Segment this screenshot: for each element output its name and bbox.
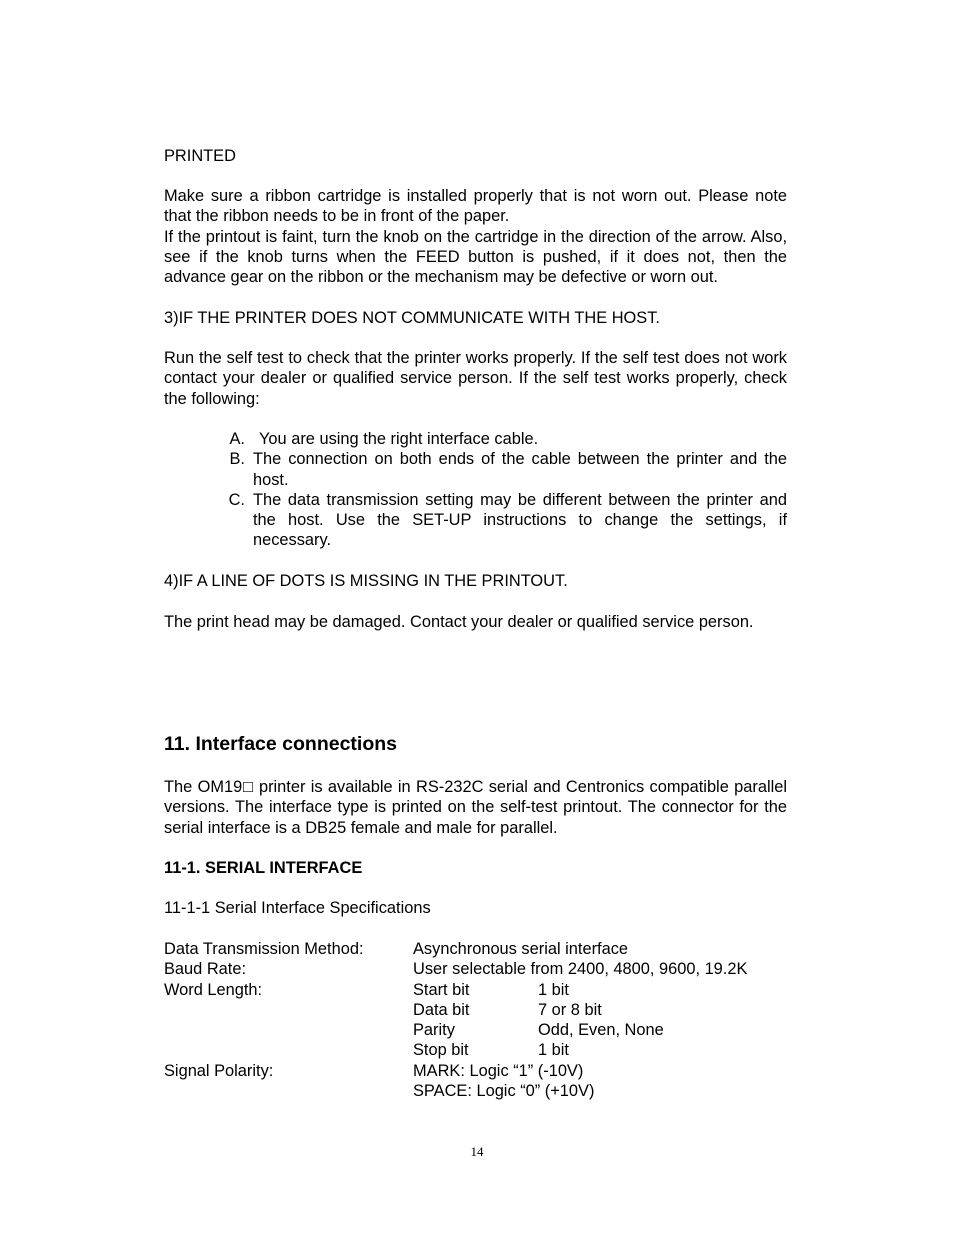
spec-row-signal-polarity [164,1061,804,1081]
ribbon-paragraph [164,186,787,287]
spec-table [164,939,804,1101]
spec-row-data-bit [164,1000,804,1020]
spec-row-word-length [164,980,804,1000]
spec-subname: Parity [413,1021,455,1040]
printed-heading: PRINTED [164,147,236,165]
spec-subvalue: 7 or 8 bit [538,1000,602,1019]
spec-value: User selectable from 2400, 4800, 9600, 19.2K [413,960,748,979]
spec-label: Word Length: [164,980,263,999]
self-test-paragraph: Run the self test to check that the printer works properly. If the self test does not work contact your dealer or qualified service person. If the self test works properly, check the following: [164,349,787,408]
spec-row-data-transmission [164,939,804,959]
spec-value: SPACE: Logic “0” (+10V) [413,1082,595,1101]
list-item [225,429,787,449]
section-3-heading: 3)IF THE PRINTER DOES NOT COMMUNICATE WITH THE HOST. [164,309,660,327]
subsection-heading: 11-1. SERIAL INTERFACE [164,859,363,877]
list-item-text: The connection on both ends of the cable between the printer and the host. [253,450,787,489]
list-marker: A. [229,430,245,448]
chapter-heading: 11. Interface connections [164,733,398,755]
spec-subname: Stop bit [413,1041,469,1060]
spec-subvalue: Odd, Even, None [538,1021,664,1040]
spec-row-stop-bit [164,1040,804,1060]
spec-row-signal-polarity-space [164,1081,804,1101]
checklist [225,429,787,551]
list-item [225,490,787,551]
page-number: 14 [470,1144,484,1159]
list-item [225,449,787,490]
print-head-paragraph: The print head may be damaged. Contact your dealer or qualified service person. [164,613,754,631]
spec-subvalue: 1 bit [538,980,569,999]
section-4-heading: 4)IF A LINE OF DOTS IS MISSING IN THE PRINTOUT. [164,572,568,590]
list-item-text: You are using the right interface cable. [259,430,539,448]
spec-subname: Data bit [413,1000,470,1019]
spec-label: Baud Rate: [164,960,247,979]
interface-paragraph: The OM19□ printer is available in RS-232C serial and Centronics compatible parallel versions. The interface type is printed on the self-test printout. The connector for the serial interface is a DB25 female and male for parallel. [164,778,787,837]
subsubsection-heading: 11-1-1 Serial Interface Specifications [164,899,431,917]
list-marker: B. [229,450,245,469]
spec-row-parity [164,1020,804,1040]
spec-subname: Start bit [413,980,470,999]
list-marker: C. [228,490,245,509]
spec-value: Asynchronous serial interface [413,940,629,958]
spec-label: Signal Polarity: [164,1061,274,1080]
list-item-text: The data transmission setting may be different between the printer and the host. Use the SET-UP instructions to change the settings, if necessary. [253,490,787,550]
spec-subvalue: 1 bit [538,1041,569,1060]
spec-value: MARK: Logic “1” (-10V) [413,1061,584,1080]
spec-row-baud-rate [164,959,804,979]
ribbon-paragraph-line1: Make sure a ribbon cartridge is installed properly that is not worn out. Please note that the ribbon needs to be in front of the paper. [164,187,787,226]
ribbon-paragraph-line2: If the printout is faint, turn the knob on the cartridge in the direction of the arrow. Also, see if the knob turns when the FEED button is pushed, if it does not, then the advance gear on the ribbon or the mechanism may be defective or worn out. [164,227,787,287]
spec-label: Data Transmission Method: [164,940,364,958]
